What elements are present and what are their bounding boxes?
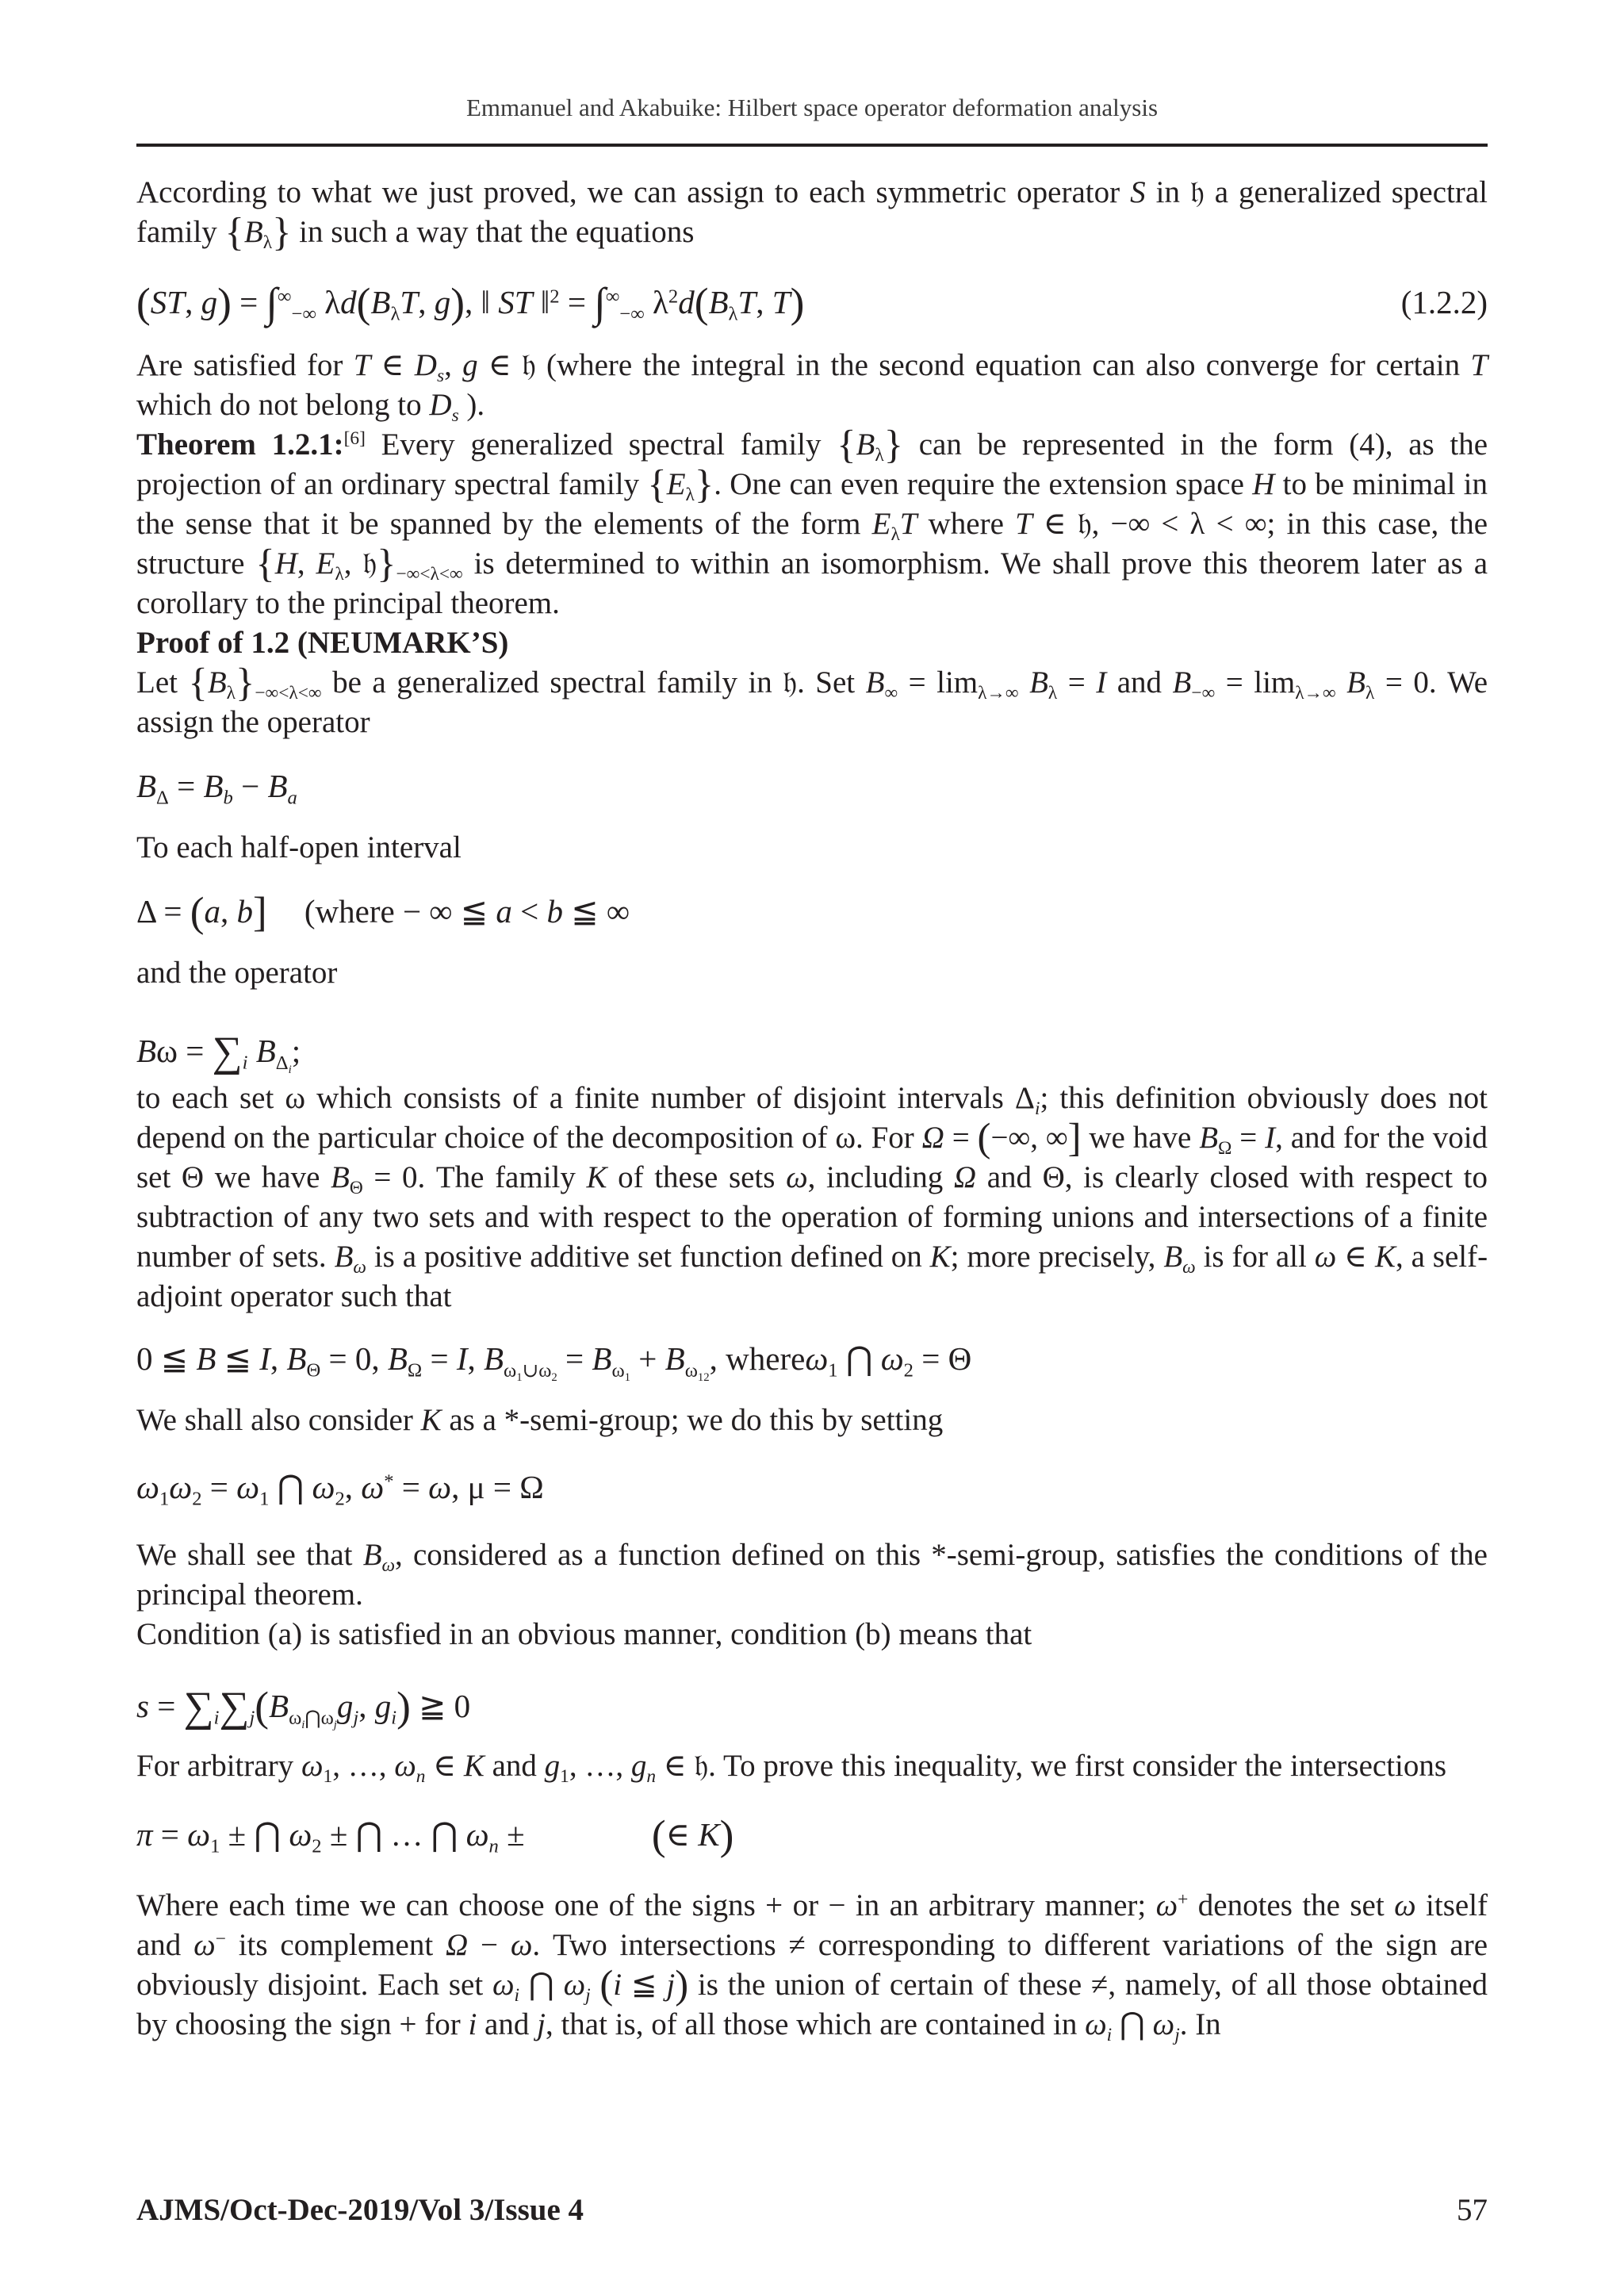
equation-interval: Δ = (a, b] (where − ∞ ≦ a < b ≦ ∞: [136, 888, 630, 936]
equation-b-omega: $B\omega = \sum_i$ $B_{\Delta_i}$;: [136, 1028, 301, 1076]
equation-number: (1.2.2): [1400, 284, 1488, 320]
equation-s-sum: $s = \sum_i\sum_j(B_{\omega_i⋂\omega_j}g_j$, $g_i$) ≧ 0: [136, 1683, 471, 1731]
paragraph-half-open: To each half-open interval: [136, 830, 462, 864]
equation-semi-group: $\omega_1\omega_2 = \omega_1$ ⋂ $\omega_2$, ω* = ω, μ = Ω: [136, 1469, 544, 1510]
paragraph-where-each: Where each time we can choose one of the signs + or − in an arbitrary manner; ω+ denotes the set ω itself and ω− its complement Ω − ω. Two intersections ≠ corresponding to different variations of the sign are obviously disjoint. Each set $\omega_i$ ⋂ $\omega_j$ (i ≦ j) is the union of certain of these ≠, namely, of all those obtained by choosing the sign + for i and j, that is, of all those which are contained in $\omega_i$ ⋂ $\omega_j$. In: [136, 1888, 1488, 2046]
paragraph-shall-see: We shall see that $B_\omega$, considered as a function defined on this *-semi-group, satisfies the conditions of the principal theorem.: [136, 1538, 1488, 1612]
paragraph-proof: Let $\{B_\lambda\}_{-\infty<\lambda<\infty}$ be a generalized spectral family in 𝔥. Set $B_\infty = \lim_{\lambda\to\infty} B_\lambda = I$ and $B_{-\infty} = \lim_{\lambda\to\infty} B_\lambda = 0$. We assign the operator: [136, 660, 1488, 739]
equation-b-delta: $B_\Delta = B_b - B_a$: [136, 768, 297, 809]
footer-journal: AJMS/Oct-Dec-2019/Vol 3/Issue 4: [136, 2193, 584, 2227]
paragraph-intro: According to what we just proved, we can assign to each symmetric operator S in 𝔥 a generalized spectral family $\{B_\lambda\}$ in such a way that the equations: [136, 175, 1488, 255]
paragraph-omega-sets: to each set ω which consists of a finite number of disjoint intervals $\Delta_i$; this definition obviously does not depend on the particular choice of the decomposition of ω. For Ω = (−∞, ∞] we have $B_\Omega = I$, and for the void set Θ we have $B_\Theta = 0$. The family K of these sets ω, including Ω and Θ, is clearly closed with respect to subtraction of any two sets and with respect to the operation of forming unions and intersections of a finite number of sets. $B_\omega$ is a positive additive set function defined on K; more precisely, $B_\omega$ is for all ω ∈ K, a self-adjoint operator such that: [136, 1081, 1488, 1313]
page-number: 57: [1457, 2193, 1488, 2227]
theorem-label: Theorem 1.2.1:: [136, 427, 344, 462]
paragraph-semi-group: We shall also consider K as a *-semi-group; we do this by setting: [136, 1403, 944, 1437]
paragraph-arbitrary: For arbitrary $\omega_1$, …, $\omega_n$ ∈ K and $g_1$, …, $g_n$ ∈ 𝔥. To prove this inequality, we first consider the intersections: [136, 1749, 1447, 1788]
paragraph-and-operator: and the operator: [136, 956, 338, 990]
theorem-1-2-1: Theorem 1.2.1:[6] Every generalized spectral family $\{B_\lambda\}$ can be represented in the form (4), as the projection of an ordinary spectral family $\{E_\lambda\}$. One can even require the extension space H to be minimal in the sense that it be spanned by the elements of the form $E_\lambda T$ where T ∈ 𝔥, −∞ < λ < ∞; in this case, the structure {H, $E_\lambda$, $𝔥\}_{-\infty<\lambda<\infty}$ is determined to within an isomorphism. We shall prove this theorem later as a corollary to the principal theorem.: [136, 422, 1488, 620]
paragraph-satisfied: Are satisfied for T ∈ $D_s$, g ∈ 𝔥 (where the integral in the second equation can also converge for certain T which do not belong to $D_s$ ).: [136, 348, 1488, 427]
running-header: Emmanuel and Akabuike: Hilbert space operator deformation analysis: [465, 94, 1159, 121]
paragraph-condition: Condition (a) is satisfied in an obvious manner, condition (b) means that: [136, 1617, 1032, 1651]
header-rule: [136, 144, 1488, 147]
article-body: [136, 173, 1488, 2045]
equation-positivity: 0 ≦ B ≦ I, $B_\Theta = 0$, $B_\Omega = I$, $B_{\omega_1\cup\omega_2} = B_{\omega_1} + B_{\omega_{12}}$, whereω$_1$ ⋂ $\omega_2 = \Theta$: [136, 1340, 972, 1384]
equation-1-2-2: (ST, $g) = \int^\infty_{-\infty}$ $\lambda d(B_\lambda T$, g), ‖ ST ‖$^2$ = $\int^\infty_{-\infty}$ $\lambda^2d(B_\lambda T$, T) (1.2.2): [136, 279, 1488, 327]
equation-pi: $\pi = \omega_1$ ± ⋂ $\omega_2$ ± ⋂ … ⋂ $\omega_n$ ± (∈ K): [136, 1811, 734, 1859]
proof-heading: Proof of 1.2 (NEUMARK’S): [136, 626, 509, 660]
